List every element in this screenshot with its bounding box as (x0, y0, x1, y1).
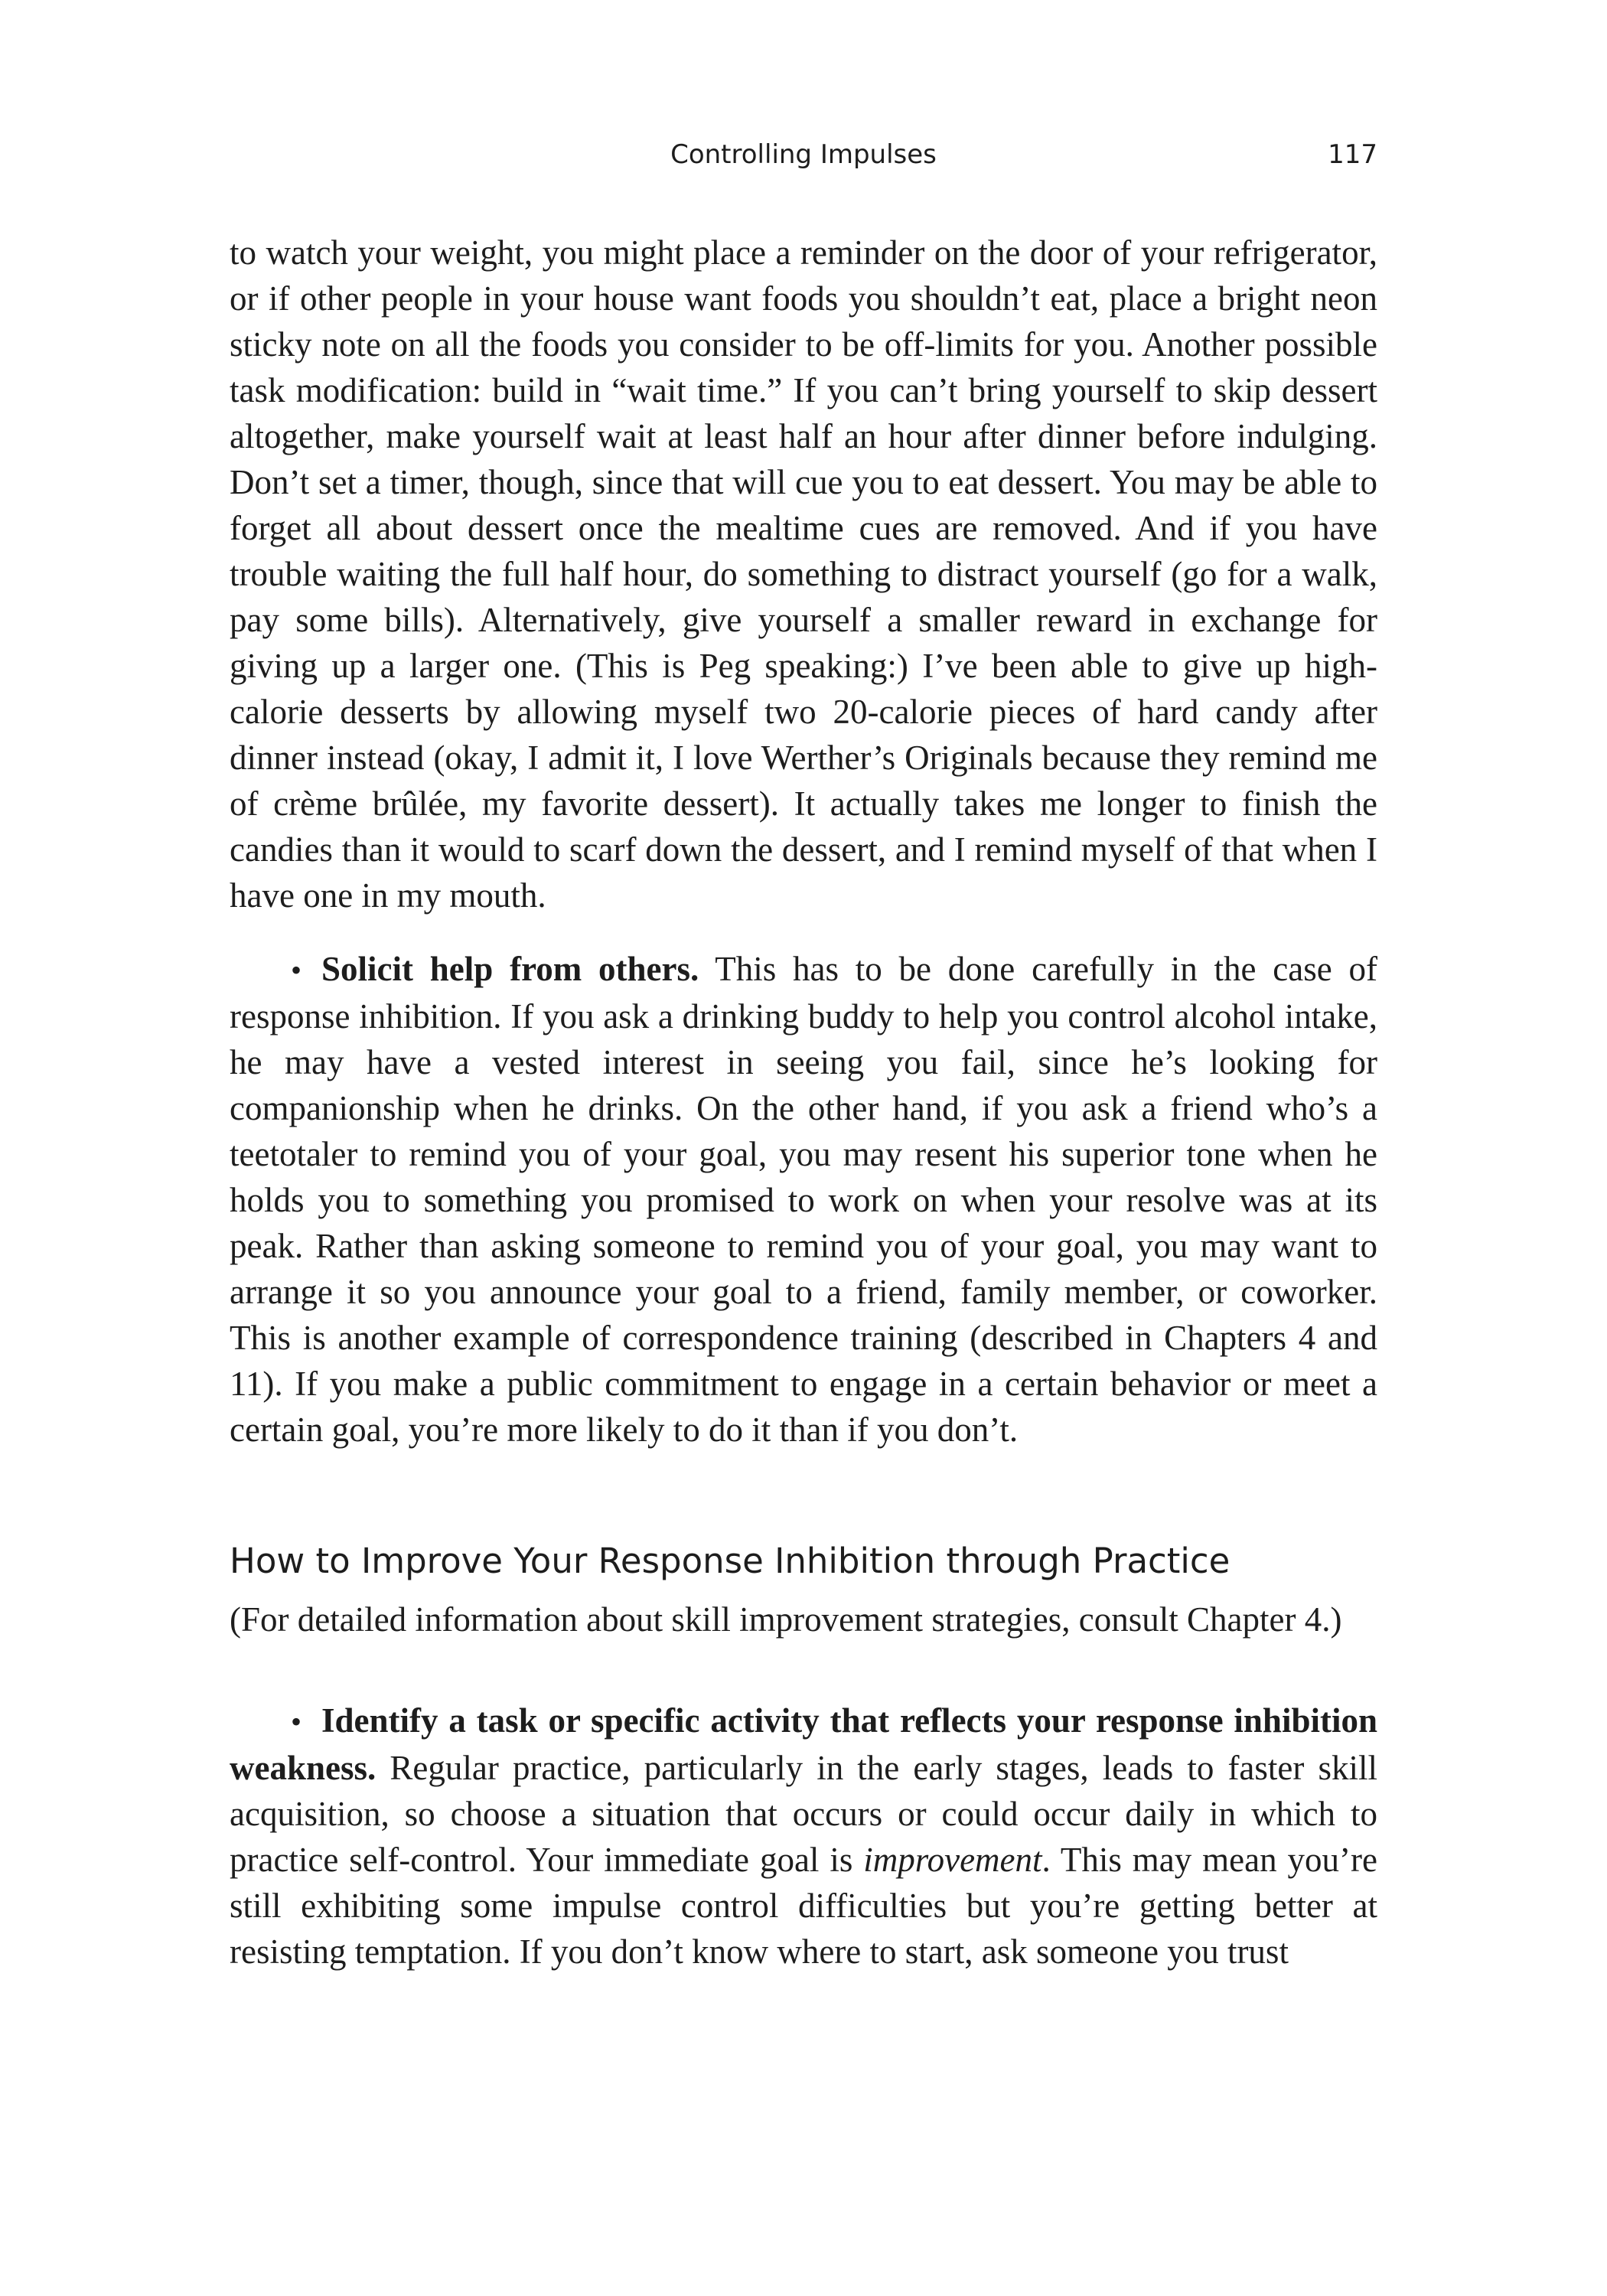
bullet-body-end: . This may mean you’re still exhibiting some impulse control difficulties but you’re getting better at resisting temptation. If you don’t know where to start, ask someone you trust (230, 1841, 1377, 1971)
bullet-solicit-help (230, 946, 1377, 1453)
bullet-identify-task (230, 1698, 1377, 1975)
emphasized-word: improvement (863, 1841, 1042, 1879)
body-text (230, 230, 1377, 1975)
bullet-lead-in: Identify a task or specific activity that reflects your response inhibition weakness. (230, 1701, 1377, 1787)
bullet-mark: • (291, 953, 302, 987)
section-heading: How to Improve Your Response Inhibition through Practice (230, 1541, 1231, 1581)
section-note: (For detailed information about skill improvement strategies, consult Chapter 4.) (230, 1600, 1342, 1639)
running-title: Controlling Impulses (670, 139, 937, 170)
bullet-lead-in: Solicit help from others. (321, 950, 699, 988)
page-number: 117 (1328, 139, 1377, 170)
paragraph-task-modification: to watch your weight, you might place a reminder on the door of your refrigerator, or if other people in your house want foods you shouldn’t eat, place a bright neon sticky note on all the foods you consider to be off-limits for you. Another possible task modification: build in “wait time.” If you can’t bring yourself to skip dessert altogether, make yourself wait at least half an hour after dinner before indulging. Don’t set a timer, though, since that will cue you to eat dessert. You may be able to forget all about dessert once the mealtime cues are removed. And if you have trouble waiting the full half hour, do something to distract yourself (go for a walk, pay some bills). Alternatively, give yourself a smaller reward in exchange for giving up a larger one. (This is Peg speaking:) I’ve been able to give up high-calorie desserts by allowing myself two 20-calorie pieces of hard candy after dinner instead (okay, I admit it, I love Werther’s Originals because they remind me of crème brûlée, my favorite dessert). It actually takes me longer to finish the candies than it would to scarf down the dessert, and I remind myself of that when I have one in my mouth. (230, 233, 1377, 915)
running-head (230, 132, 1377, 178)
bullet-mark: • (291, 1704, 302, 1739)
bullet-body-start: Regular practice, particularly in the early stages, leads to faster skill acquisition, so choose a situation that occurs or could occur daily in which to practice self-control. Your immediate goal is (230, 1749, 1377, 1879)
bullet-body: This has to be done carefully in the case of response inhibition. If you ask a drinking buddy to help you control alcohol intake, he may have a vested interest in seeing you fail, since he’s looking for companionship when he drinks. On the other hand, if you ask a friend who’s a teetotaler to remind you of your goal, you may resent his superior tone when he holds you to something you promised to work on when your resolve was at its peak. Rather than asking someone to remind you of your goal, you may want to arrange it so you announce your goal to a friend, family member, or coworker. This is another example of correspondence training (described in Chapters 4 and 11). If you make a public commitment to engage in a certain behavior or meet a certain goal, you’re more likely to do it than if you don’t. (230, 950, 1377, 1449)
